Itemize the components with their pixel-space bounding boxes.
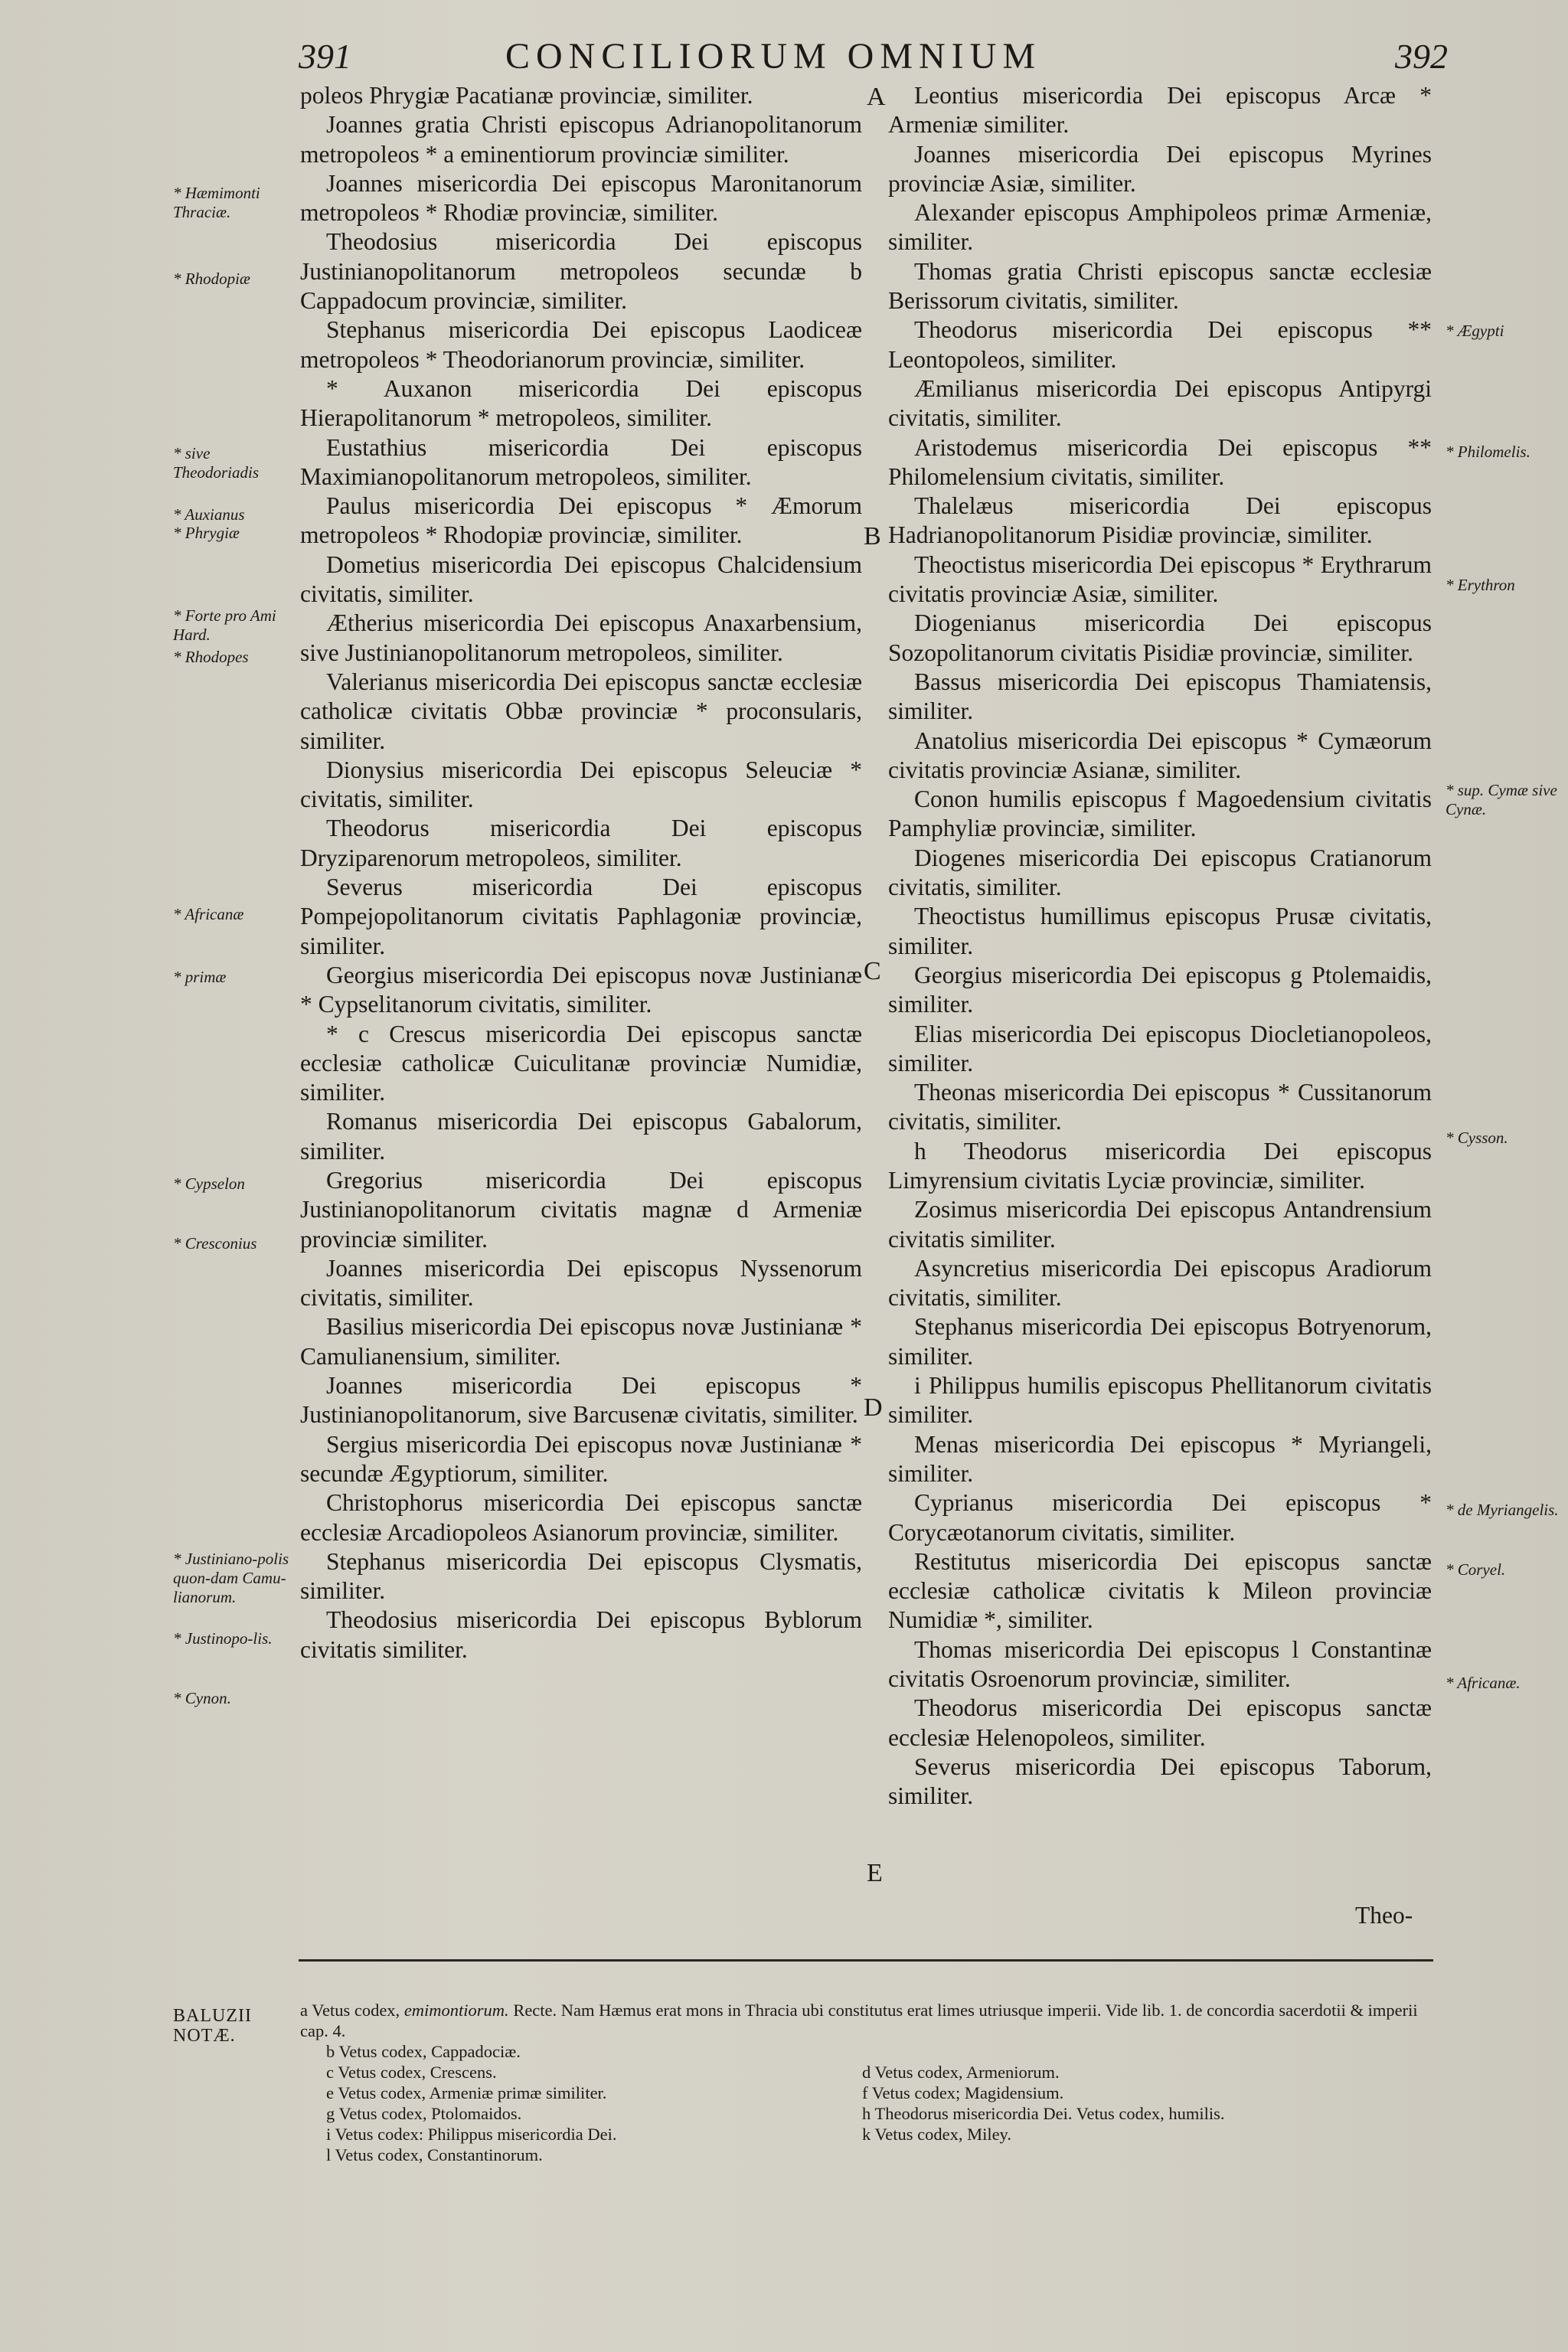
margin-note: * Justinopo-lis.	[173, 1629, 273, 1648]
margin-note: * sup. Cymæ sive Cynæ.	[1446, 781, 1557, 818]
margin-note: * Auxianus	[173, 505, 245, 524]
running-title: CONCILIORUM OMNIUM	[505, 36, 1042, 77]
footnote-h: h Theodorus misericordia Dei. Vetus codex, humilis.	[862, 2104, 1225, 2123]
paragraph: Elias misericordia Dei episcopus Diocletianopoleos, similiter.	[888, 1020, 1432, 1076]
footnote-row	[300, 2062, 1432, 2082]
footnotes	[300, 2000, 1432, 2165]
paragraph: Cyprianus misericordia Dei episcopus * Corycæotanorum civitatis, similiter.	[888, 1489, 1432, 1546]
margin-note: * Hæmimonti Thraciæ.	[173, 184, 260, 221]
paragraph: Restitutus misericordia Dei episcopus sanctæ ecclesiæ catholicæ civitatis k Mileon provinciæ Numidiæ *, similiter.	[888, 1547, 1432, 1634]
margin-note: * primæ	[173, 968, 227, 986]
paragraph: Eustathius misericordia Dei episcopus Maximianopolitanorum metropoleos, similiter.	[300, 433, 862, 490]
paragraph: Basilius misericordia Dei episcopus novæ Justinianæ * Camulianensium, similiter.	[300, 1313, 862, 1370]
paragraph: Theodosius misericordia Dei episcopus Byblorum civitatis similiter.	[300, 1606, 862, 1663]
paragraph: poleos Phrygiæ Pacatianæ provinciæ, similiter.	[300, 82, 753, 109]
paragraph: Dionysius misericordia Dei episcopus Seleuciæ * civitatis, similiter.	[300, 756, 862, 813]
paragraph: Thomas gratia Christi episcopus sanctæ ecclesiæ Berissorum civitatis, similiter.	[888, 257, 1432, 315]
paragraph: Zosimus misericordia Dei episcopus Antandrensium civitatis similiter.	[888, 1196, 1432, 1253]
margin-note: * Africanæ	[173, 905, 244, 923]
paragraph: Thalelæus misericordia Dei episcopus Hadrianopolitanorum Pisidiæ provinciæ, similiter.	[888, 492, 1432, 549]
paragraph: Romanus misericordia Dei episcopus Gabalorum, similiter.	[300, 1108, 862, 1165]
paragraph: Stephanus misericordia Dei episcopus Botryenorum, similiter.	[888, 1313, 1432, 1370]
paragraph: Diogenes misericordia Dei episcopus Cratianorum civitatis, similiter.	[888, 844, 1432, 901]
paragraph: Dometius misericordia Dei episcopus Chalcidensium civitatis, similiter.	[300, 550, 862, 608]
left-text-column	[300, 81, 862, 1664]
paragraph: Stephanus misericordia Dei episcopus Clysmatis, similiter.	[300, 1547, 862, 1605]
paragraph: Alexander episcopus Amphipoleos primæ Armeniæ, similiter.	[888, 199, 1432, 256]
paragraph: Georgius misericordia Dei episcopus g Ptolemaidis, similiter.	[888, 961, 1432, 1018]
paragraph: Bassus misericordia Dei episcopus Thamiatensis, similiter.	[888, 668, 1432, 725]
footnote-a-variant: emimontiorum.	[403, 2001, 509, 2020]
section-letter: B	[864, 522, 881, 550]
footnote-row	[300, 2082, 1432, 2103]
footnote-k: k Vetus codex, Miley.	[862, 2125, 1011, 2144]
footnote-row	[300, 2145, 1432, 2165]
paragraph: Joannes misericordia Dei episcopus * Justinianopolitanorum, sive Barcusenæ civitatis, similiter.	[300, 1372, 862, 1429]
paragraph: Joannes misericordia Dei episcopus Myrines provinciæ Asiæ, similiter.	[888, 140, 1432, 197]
paragraph: Gregorius misericordia Dei episcopus Justinianopolitanorum civitatis magnæ d Armeniæ provinciæ similiter.	[300, 1166, 862, 1253]
paragraph: Theoctistus misericordia Dei episcopus * Erythrarum civitatis provinciæ Asiæ, similiter.	[888, 550, 1432, 608]
footnote-d: d Vetus codex, Armeniorum.	[862, 2063, 1060, 2082]
section-letter: A	[867, 83, 886, 111]
catchword: Theo-	[1355, 1902, 1413, 1929]
paragraph: Theodorus misericordia Dei episcopus Dryziparenorum metropoleos, similiter.	[300, 815, 862, 871]
margin-note: * Africanæ.	[1446, 1674, 1521, 1692]
margin-note: * Justiniano-polis quon-dam Camu-lianorum.	[173, 1550, 289, 1606]
paragraph: Theoctistus humillimus episcopus Prusæ civitatis, similiter.	[888, 903, 1432, 959]
margin-note: * Coryel.	[1446, 1560, 1506, 1579]
footnote-row	[300, 2041, 1432, 2062]
paragraph: Theodosius misericordia Dei episcopus Justinianopolitanorum metropoleos secundæ b Cappadocum provinciæ, similiter.	[300, 228, 862, 315]
paragraph: * c Crescus misericordia Dei episcopus sanctæ ecclesiæ catholicæ Cuiculitanæ provinciæ Numidiæ, similiter.	[300, 1020, 862, 1106]
paragraph: h Theodorus misericordia Dei episcopus Limyrensium civitatis Lyciæ provinciæ, similiter.	[888, 1137, 1432, 1194]
footnote-l: l Vetus codex, Constantinorum.	[326, 2145, 543, 2164]
footnote-f: f Vetus codex; Magidensium.	[862, 2083, 1064, 2102]
margin-note: * Rhodopiæ	[173, 270, 250, 288]
footnote-i: i Vetus codex: Philippus misericordia Dei.	[326, 2125, 617, 2144]
paragraph: Paulus misericordia Dei episcopus * Æmorum metropoleos * Rhodopiæ provinciæ, similiter.	[300, 492, 862, 549]
paragraph: Joannes misericordia Dei episcopus Nyssenorum civitatis, similiter.	[300, 1254, 862, 1312]
margin-note: * Philomelis.	[1446, 443, 1530, 461]
margin-note: * Rhodopes	[173, 648, 249, 666]
section-letter: E	[867, 1859, 883, 1887]
paragraph: Valerianus misericordia Dei episcopus sanctæ ecclesiæ catholicæ civitatis Obbæ provinciæ * proconsularis, similiter.	[300, 668, 862, 754]
footnote-g: g Vetus codex, Ptolomaidos.	[326, 2104, 522, 2123]
paragraph: Aristodemus misericordia Dei episcopus ** Philomelensium civitatis, similiter.	[888, 433, 1432, 490]
paragraph: Diogenianus misericordia Dei episcopus Sozopolitanorum civitatis Pisidiæ provinciæ, similiter.	[888, 609, 1432, 666]
paragraph: Joannes gratia Christi episcopus Adrianopolitanorum metropoleos * a eminentiorum provinciæ similiter.	[300, 111, 862, 168]
margin-note: * Ægypti	[1446, 322, 1504, 340]
paragraph: Joannes misericordia Dei episcopus Maronitanorum metropoleos * Rhodiæ provinciæ, similiter.	[300, 169, 862, 227]
margin-note: * Cresconius	[173, 1234, 257, 1253]
margin-note: * Cynon.	[173, 1689, 231, 1707]
margin-note: * sive Theodoriadis	[173, 444, 260, 482]
margin-note: * Cypselon	[173, 1174, 245, 1193]
margin-note: * de Myriangelis.	[1446, 1501, 1559, 1519]
paragraph: Christophorus misericordia Dei episcopus sanctæ ecclesiæ Arcadiopoleos Asianorum provinciæ, similiter.	[300, 1489, 862, 1546]
margin-note: * Erythron	[1446, 576, 1515, 594]
paragraph: Menas misericordia Dei episcopus * Myriangeli, similiter.	[888, 1430, 1432, 1487]
page-number-left: 391	[299, 37, 351, 76]
margin-note: * Phrygiæ	[173, 524, 240, 542]
page-number-right: 392	[1395, 37, 1448, 76]
paragraph: Theodorus misericordia Dei episcopus ** Leontopoleos, similiter.	[888, 316, 1432, 373]
footnote-row	[300, 2103, 1432, 2124]
margin-note: * Forte pro Ami Hard.	[173, 606, 276, 644]
paragraph: Severus misericordia Dei episcopus Taborum, similiter.	[888, 1753, 1432, 1810]
right-text-column	[888, 81, 1432, 1811]
section-letter: C	[864, 957, 881, 985]
footnote-e: e Vetus codex, Armeniæ primæ similiter.	[326, 2083, 607, 2102]
footnote-a-text: Recte. Nam Hæmus erat mons in Thracia ubi constitutus erat limes utriusque imperii. Vide lib. 1. de concordia sacerdotii & imperii cap. 4.	[300, 2001, 1418, 2040]
footnote-c: c Vetus codex, Crescens.	[326, 2063, 497, 2082]
notes-heading: BALUZII NOTÆ.	[173, 2006, 252, 2046]
paragraph: Theodorus misericordia Dei episcopus sanctæ ecclesiæ Helenopoleos, similiter.	[888, 1694, 1432, 1751]
paragraph: Stephanus misericordia Dei episcopus Laodiceæ metropoleos * Theodorianorum provinciæ, similiter.	[300, 316, 862, 373]
paragraph: Theonas misericordia Dei episcopus * Cussitanorum civitatis, similiter.	[888, 1079, 1432, 1135]
paragraph: Georgius misericordia Dei episcopus novæ Justinianæ * Cypselitanorum civitatis, similiter.	[300, 961, 862, 1018]
paragraph: Ætherius misericordia Dei episcopus Anaxarbensium, sive Justinianopolitanorum metropoleos, similiter.	[300, 609, 862, 666]
footnote-row	[300, 2124, 1432, 2145]
paragraph: Severus misericordia Dei episcopus Pompejopolitanorum civitatis Paphlagoniæ provinciæ, similiter.	[300, 874, 862, 959]
paragraph: Conon humilis episcopus f Magoedensium civitatis Pamphyliæ provinciæ, similiter.	[888, 786, 1432, 842]
paragraph: i Philippus humilis episcopus Phellitanorum civitatis similiter.	[888, 1372, 1432, 1429]
footnote-rule	[299, 1959, 1433, 1962]
section-letter: D	[864, 1393, 883, 1422]
paragraph: Æmilianus misericordia Dei episcopus Antipyrgi civitatis, similiter.	[888, 374, 1432, 432]
paragraph: Leontius misericordia Dei episcopus Arcæ * Armeniæ similiter.	[888, 82, 1432, 139]
footnote-b: b Vetus codex, Cappadociæ.	[326, 2042, 521, 2061]
paragraph: Thomas misericordia Dei episcopus l Constantinæ civitatis Osroenorum provinciæ, similiter.	[888, 1635, 1432, 1693]
paragraph: Anatolius misericordia Dei episcopus * Cymæorum civitatis provinciæ Asianæ, similiter.	[888, 727, 1432, 783]
margin-note: * Cysson.	[1446, 1129, 1508, 1147]
footnote-a-intro: a Vetus codex,	[300, 2001, 400, 2020]
paragraph: Sergius misericordia Dei episcopus novæ Justinianæ * secundæ Ægyptiorum, similiter.	[300, 1430, 862, 1487]
paragraph: Asyncretius misericordia Dei episcopus Aradiorum civitatis, similiter.	[888, 1254, 1432, 1312]
paragraph: * Auxanon misericordia Dei episcopus Hierapolitanorum * metropoleos, similiter.	[300, 374, 862, 432]
footnote-a	[300, 2000, 1432, 2041]
